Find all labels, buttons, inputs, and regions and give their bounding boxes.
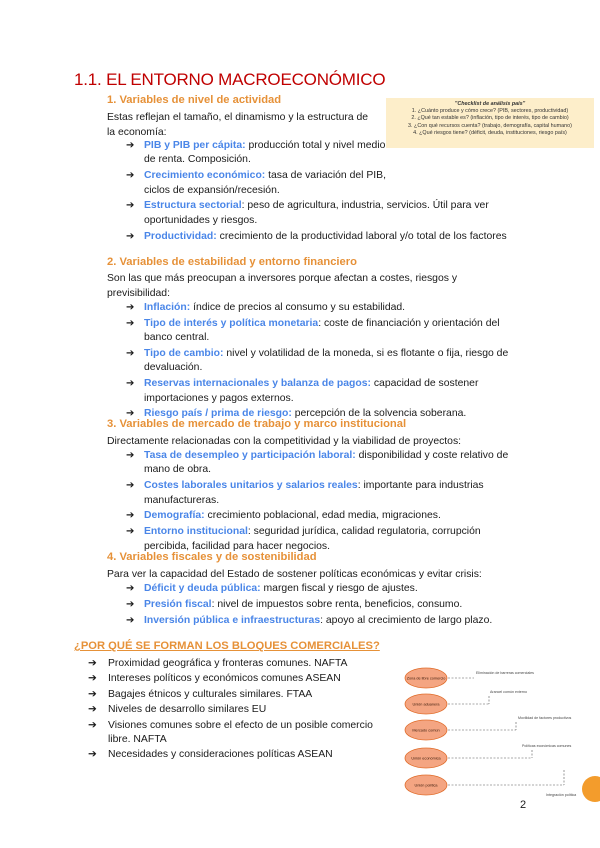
- diagram-note: Movilidad de factores productivos: [518, 716, 572, 720]
- list-item: [126, 598, 546, 612]
- arrow-icon: ➔: [126, 583, 135, 594]
- list-item: [126, 509, 526, 523]
- arrow-icon: ➔: [126, 317, 135, 329]
- item-term: Tipo de cambio:: [144, 348, 224, 359]
- list-item: [126, 139, 388, 168]
- item-desc: crecimiento poblacional, edad media, migraciones.: [204, 510, 441, 522]
- list-item: [126, 169, 388, 198]
- item-term: Crecimiento económico:: [144, 170, 266, 182]
- diagram-node-label: Zona de libre comercio: [406, 676, 446, 681]
- section-1-title: 1. Variables de nivel de actividad: [107, 94, 282, 106]
- item-desc: capacidad de sostener importaciones y pagos externos.: [144, 378, 479, 404]
- item-term: Demografía:: [144, 510, 205, 522]
- blocs-title: ¿POR QUÉ SE FORMAN LOS BLOQUES COMERCIALES?: [74, 640, 380, 652]
- bloc-reason: Visiones comunes sobre el efecto de un posible comercio libre. NAFTA: [108, 719, 373, 746]
- item-desc: producción total y nivel medio de renta. Composición.: [144, 140, 386, 166]
- arrow-icon: ➔: [126, 614, 135, 626]
- list-item: [126, 582, 546, 596]
- list-item: [88, 719, 398, 748]
- arrow-icon: ➔: [88, 688, 97, 700]
- arrow-icon: ➔: [126, 408, 135, 420]
- section-4-title: 4. Variables fiscales y de sostenibilidad: [107, 551, 317, 563]
- bloc-reason: Bagajes étnicos y culturales similares. FTAA: [108, 688, 313, 700]
- item-desc: : importante para industrias manufactureras.: [144, 480, 484, 506]
- diagram-notes: [476, 671, 576, 797]
- diagram-note: Arancel común externo: [490, 690, 527, 694]
- checklist-box: [386, 98, 594, 148]
- diagram-note: Eliminación de barreras comerciales: [476, 671, 534, 675]
- item-desc: : apoyo al crecimiento de largo plazo.: [320, 614, 493, 626]
- section-2-list: [126, 301, 526, 423]
- bloc-reason: Necesidades y consideraciones políticas ASEAN: [108, 749, 333, 761]
- arrow-icon: ➔: [126, 450, 135, 461]
- item-desc: : coste de financiación y orientación del banco central.: [144, 317, 500, 344]
- arrow-icon: ➔: [126, 170, 135, 182]
- arrow-icon: ➔: [126, 510, 135, 522]
- list-item: [88, 672, 398, 686]
- item-desc: : peso de agricultura, industria, servicios. Útil para ver oportunidades y riesgos.: [144, 200, 489, 226]
- item-desc: : seguridad jurídica, calidad regulatoria, corrupción percibida, facilidad para hacer negocios.: [144, 526, 481, 552]
- diagram-connectors: [448, 678, 564, 785]
- arrow-icon: ➔: [126, 230, 135, 242]
- list-item: [126, 525, 526, 554]
- diagram-nodes: [405, 668, 447, 795]
- checklist-line: 1. ¿Cuánto produce y cómo crece? (PIB, sectores, productividad): [411, 108, 569, 115]
- arrow-icon: ➔: [126, 526, 135, 538]
- item-term: Estructura sectorial: [144, 200, 242, 212]
- list-item: [126, 377, 526, 406]
- diagram-node-label: Unión política: [414, 783, 438, 788]
- section-4-list: [126, 582, 546, 629]
- bloc-reason: Niveles de desarrollo similares EU: [108, 704, 267, 716]
- arrow-icon: ➔: [126, 200, 135, 212]
- checklist-title: "Checklist de análisis país": [454, 101, 526, 107]
- item-term: Tasa de desempleo y participación laboral:: [144, 450, 356, 461]
- bloc-reason: Proximidad geográfica y fronteras comunes. NAFTA: [108, 658, 348, 669]
- section-4-intro: Para ver la capacidad del Estado de sostener políticas económicas y evitar crisis:: [107, 569, 482, 580]
- list-item: [126, 347, 524, 376]
- item-desc: disponibilidad y coste relativo de mano de obra.: [144, 450, 509, 476]
- item-term: Costes laborales unitarios y salarios reales: [144, 480, 358, 492]
- arrow-icon: ➔: [88, 673, 97, 685]
- blocs-list: [88, 657, 398, 764]
- diagram-note: Políticas económicas comunes: [522, 744, 572, 748]
- item-term: Tipo de interés y política monetaria: [144, 317, 319, 329]
- section-2-intro: Son las que más preocupan a inversores porque afectan a costes, riesgos y previsibilidad:: [107, 273, 458, 300]
- section-1-list: [126, 139, 507, 245]
- diagram-note: Integración política: [546, 793, 577, 797]
- item-desc: : nivel de impuestos sobre renta, beneficios, consumo.: [211, 598, 463, 610]
- arrow-icon: ➔: [88, 719, 97, 731]
- section-1-intro: Estas reflejan el tamaño, el dinamismo y la estructura de la economía:: [107, 112, 369, 139]
- checklist-line: 3. ¿Con qué recursos cuenta? (trabajo, demografía, capital humano): [408, 122, 572, 129]
- diagram-node-label: Mercado común: [412, 728, 440, 733]
- item-term: PIB y PIB per cápita:: [144, 140, 246, 151]
- arrow-icon: ➔: [126, 598, 135, 610]
- item-term: Déficit y deuda pública:: [144, 583, 261, 594]
- item-term: Inflación:: [144, 302, 191, 313]
- item-desc: índice de precios al consumo y su estabilidad.: [190, 302, 406, 313]
- list-item: [88, 657, 398, 671]
- arrow-icon: ➔: [126, 140, 135, 151]
- item-term: Inversión pública e infraestructuras: [144, 614, 321, 626]
- arrow-icon: ➔: [126, 348, 135, 359]
- list-item: [126, 449, 526, 478]
- item-term: Presión fiscal: [144, 598, 212, 610]
- list-item: [88, 688, 398, 702]
- checklist-line: 4. ¿Qué riesgos tiene? (déficit, deuda, instituciones, riesgo país): [413, 129, 567, 136]
- list-item: [126, 301, 526, 315]
- item-desc: nivel y volatilidad de la moneda, si es flotante o fija, riesgo de devaluación.: [144, 348, 509, 374]
- list-item: [88, 703, 398, 717]
- list-item: [126, 230, 534, 244]
- list-item: [88, 748, 398, 762]
- diagram-node-label: Unión aduanera: [412, 702, 440, 707]
- arrow-icon: ➔: [88, 658, 97, 669]
- section-3-intro: Directamente relacionadas con la competitividad y la viabilidad de proyectos:: [107, 436, 462, 447]
- diagram-node-label: Unión económica: [411, 756, 441, 761]
- list-item: [126, 199, 544, 228]
- item-term: Entorno institucional: [144, 526, 248, 538]
- checklist-line: 2. ¿Qué tan estable es? (inflación, tipo de interés, tipo de cambio): [411, 115, 569, 122]
- item-desc: percepción de la solvencia soberana.: [291, 408, 467, 420]
- item-desc: crecimiento de la productividad laboral y/o total de los factores: [216, 230, 507, 242]
- section-3-title: 3. Variables de mercado de trabajo y marco institucional: [107, 418, 407, 430]
- integration-diagram: [404, 660, 600, 810]
- arrow-icon: ➔: [126, 302, 135, 313]
- item-term: Reservas internacionales y balanza de pagos:: [144, 378, 371, 390]
- arrow-icon: ➔: [126, 378, 135, 390]
- item-term: Productividad:: [144, 230, 217, 242]
- item-desc: tasa de variación del PIB, ciclos de expansión/recesión.: [144, 170, 386, 196]
- list-item: [126, 479, 529, 508]
- page-heading: 1.1. EL ENTORNO MACROECONÓMICO: [74, 70, 386, 89]
- item-desc: margen fiscal y riesgo de ajustes.: [260, 583, 418, 594]
- arrow-icon: ➔: [88, 704, 97, 716]
- section-3-list: [126, 449, 526, 555]
- item-term: Riesgo país / prima de riesgo:: [144, 408, 292, 420]
- arrow-icon: ➔: [88, 749, 97, 761]
- arrow-icon: ➔: [126, 480, 135, 492]
- list-item: [126, 614, 546, 628]
- section-2-title: 2. Variables de estabilidad y entorno financiero: [107, 256, 357, 268]
- bloc-reason: Intereses políticos y económicos comunes ASEAN: [108, 673, 341, 685]
- page-number: 2: [520, 799, 527, 811]
- list-item: [126, 317, 526, 346]
